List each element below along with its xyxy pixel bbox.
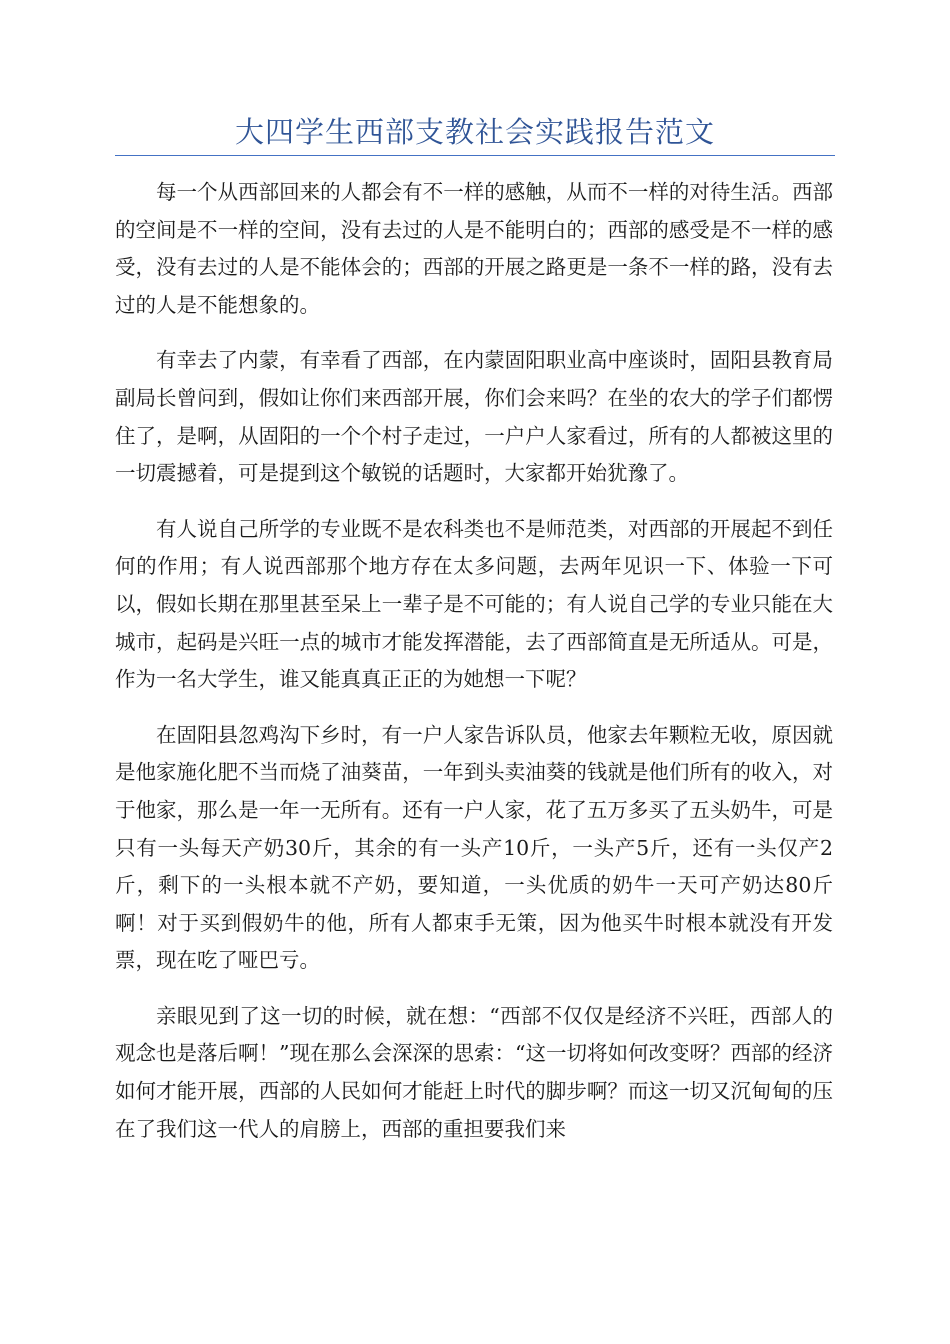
paragraph-2: 有幸去了内蒙，有幸看了西部，在内蒙固阳职业高中座谈时，固阳县教育局副局长曾问到，假如让你们来西部开展，你们会来吗？在坐的农大的学子们都愣住了，是啊，从固阳的一个个村子走过，一户户人家看过，所有的人都被这里的一切震撼着，可是提到这个敏锐的话题时，大家都开始犹豫了。	[115, 348, 833, 486]
paragraph-4: 在固阳县忽鸡沟下乡时，有一户人家告诉队员，他家去年颗粒无收，原因就是他家施化肥不当而烧了油葵苗，一年到头卖油葵的钱就是他们所有的收入，对于他家，那么是一年一无所有。还有一户人家，花了五万多买了五头奶牛，可是只有一头每天产奶30斤，其余的有一头产10斤，一头产5斤，还有一头仅产2斤，剩下的一头根本就不产奶，要知道，一头优质的奶牛一天可产奶达80斤啊！对于买到假奶牛的他，所有人都束手无策，因为他买牛时根本就没有开发票，现在吃了哑巴亏。	[115, 722, 833, 973]
paragraph-1: 每一个从西部回来的人都会有不一样的感触，从而不一样的对待生活。西部的空间是不一样的空间，没有去过的人是不能明白的；西部的感受是不一样的感受，没有去过的人是不能体会的；西部的开展之路更是一条不一样的路，没有去过的人是不能想象的。	[115, 180, 833, 317]
document-body	[115, 174, 833, 1166]
title-underline	[115, 155, 835, 156]
document-title: 大四学生西部支教社会实践报告范文	[234, 115, 715, 149]
paragraph-3: 有人说自己所学的专业既不是农科类也不是师范类，对西部的开展起不到任何的作用；有人说西部那个地方存在太多问题，去两年见识一下、体验一下可以，假如长期在那里甚至呆上一辈子是不可能的；有人说自己学的专业只能在大城市，起码是兴旺一点的城市才能发挥潜能，去了西部简直是无所适从。可是，作为一名大学生，谁又能真真正正的为她想一下呢？	[115, 516, 833, 692]
paragraph-5: 亲眼见到了这一切的时候，就在想：“西部不仅仅是经济不兴旺，西部人的观念也是落后啊！”现在那么会深深的思索：“这一切将如何改变呀？西部的经济如何才能开展，西部的人民如何才能赶上时代的脚步啊？而这一切又沉甸甸的压在了我们这一代人的肩膀上，西部的重担要我们来	[115, 1003, 833, 1141]
